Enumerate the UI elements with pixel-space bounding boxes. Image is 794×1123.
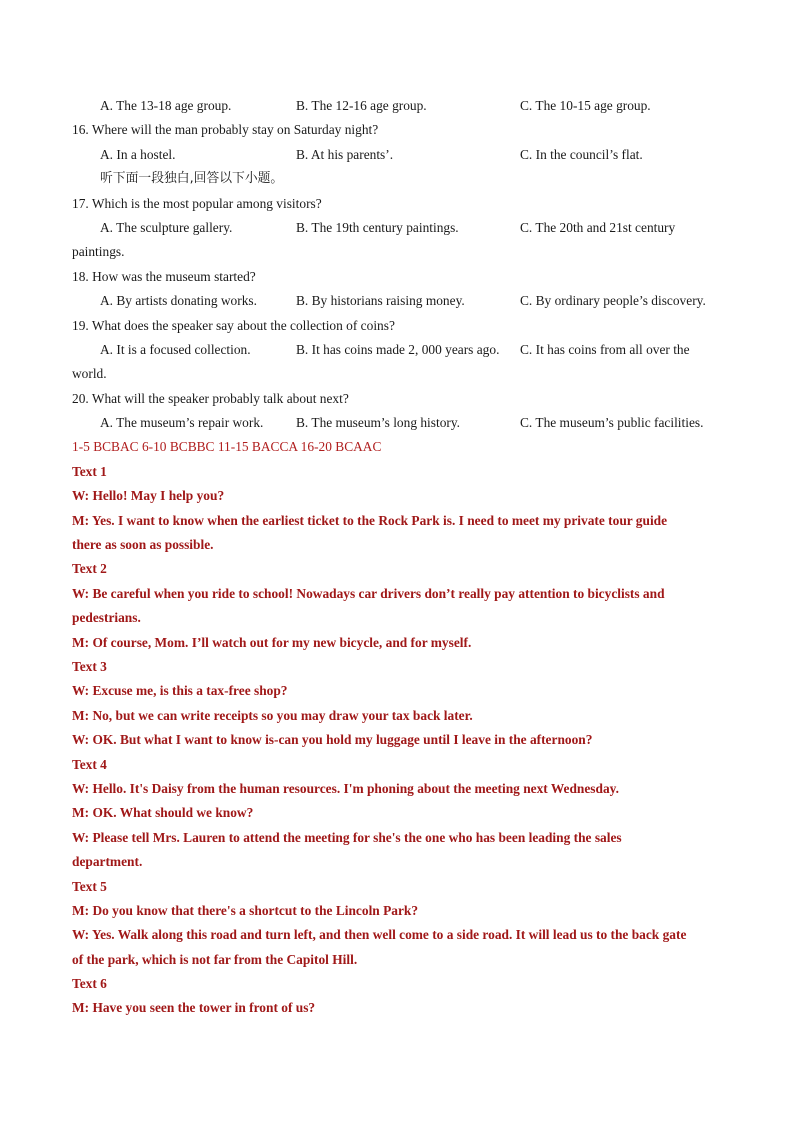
transcript-line: W: Excuse me, is this a tax-free shop? — [72, 683, 288, 699]
transcript-line: pedestrians. — [72, 610, 141, 626]
transcript-title: Text 3 — [72, 658, 107, 674]
option-a: A. It is a focused collection. — [100, 341, 251, 357]
transcript-text-4 — [72, 753, 724, 875]
option-a: A. The 13-18 age group. — [100, 98, 232, 113]
option-c-continuation: paintings. — [72, 244, 125, 260]
option-c: C. In the council’s flat. — [520, 146, 643, 162]
transcript-line: W: Hello. It's Daisy from the human resources. I'm phoning about the meeting next Wednesday. — [72, 780, 619, 796]
transcript-title: Text 6 — [72, 976, 107, 992]
option-a: A. The museum’s repair work. — [100, 415, 264, 431]
option-c: C. By ordinary people’s discovery. — [520, 293, 706, 309]
transcript-text-3 — [72, 655, 724, 753]
option-b: B. The museum’s long history. — [296, 415, 461, 431]
option-a: A. In a hostel. — [100, 146, 176, 162]
option-b: B. By historians raising money. — [296, 293, 465, 309]
question-18-options — [72, 289, 724, 313]
option-c: C. The 10-15 age group. — [520, 98, 651, 113]
option-b: B. The 19th century paintings. — [296, 219, 459, 235]
option-b: B. At his parents’. — [296, 146, 394, 162]
transcript-line: M: OK. What should we know? — [72, 805, 254, 821]
question-20-stem: 20. What will the speaker probably talk about next? — [72, 390, 349, 406]
question-20-options — [72, 411, 724, 435]
transcript-text-6 — [72, 972, 724, 1021]
transcript-text-2 — [72, 557, 724, 655]
question-19-options — [72, 338, 724, 362]
option-c-continuation: world. — [72, 366, 107, 382]
question-16-options — [72, 143, 724, 167]
option-a: A. The sculpture gallery. — [100, 219, 233, 235]
transcript-line: W: Yes. Walk along this road and turn left, and then well come to a side road. It will lead us to the back gate — [72, 927, 687, 943]
transcript-line: W: Be careful when you ride to school! Nowadays car drivers don’t really pay attention to bicyclists and — [72, 585, 665, 601]
transcript-line: M: Yes. I want to know when the earliest ticket to the Rock Park is. I need to meet my private tour guide — [72, 512, 668, 528]
transcript-line: there as soon as possible. — [72, 537, 214, 553]
option-c: C. It has coins from all over the — [520, 341, 690, 357]
transcript-title: Text 5 — [72, 878, 107, 894]
option-b: B. It has coins made 2, 000 years ago. — [296, 341, 500, 357]
answer-key: 1-5 BCBAC 6-10 BCBBC 11-15 BACCA 16-20 BCAAC — [72, 439, 382, 455]
transcript-line: M: Of course, Mom. I’ll watch out for my new bicycle, and for myself. — [72, 634, 472, 650]
transcript-line: M: No, but we can write receipts so you may draw your tax back later. — [72, 707, 473, 723]
transcript-text-5 — [72, 875, 724, 973]
question-16-stem: 16. Where will the man probably stay on Saturday night? — [72, 122, 379, 138]
transcript-title: Text 4 — [72, 756, 107, 772]
section-instruction: 听下面一段独白,回答以下小题。 — [100, 171, 284, 187]
option-a: A. By artists donating works. — [100, 293, 257, 309]
transcript-line: W: Hello! May I help you? — [72, 488, 225, 504]
option-c: C. The 20th and 21st century — [520, 219, 676, 235]
option-b: B. The 12-16 age group. — [296, 98, 427, 113]
option-c: C. The museum’s public facilities. — [520, 415, 704, 431]
transcript-title: Text 1 — [72, 463, 107, 479]
question-18-stem: 18. How was the museum started? — [72, 268, 256, 284]
transcript-line: department. — [72, 854, 143, 870]
transcript-line: M: Have you seen the tower in front of us? — [72, 1000, 316, 1016]
transcript-title: Text 2 — [72, 561, 107, 577]
question-19-stem: 19. What does the speaker say about the collection of coins? — [72, 317, 395, 333]
transcript-line: M: Do you know that there's a shortcut to the Lincoln Park? — [72, 902, 419, 918]
transcript-line: of the park, which is not far from the Capitol Hill. — [72, 951, 358, 967]
document-page — [72, 94, 724, 1021]
transcript-line: W: OK. But what I want to know is-can you hold my luggage until I leave in the afternoon? — [72, 732, 593, 748]
question-15-options — [72, 94, 724, 118]
question-17-stem: 17. Which is the most popular among visitors? — [72, 195, 322, 211]
question-17-options — [72, 216, 724, 240]
transcript-line: W: Please tell Mrs. Lauren to attend the meeting for she's the one who has been leading the sales — [72, 829, 622, 845]
transcript-text-1 — [72, 460, 724, 558]
